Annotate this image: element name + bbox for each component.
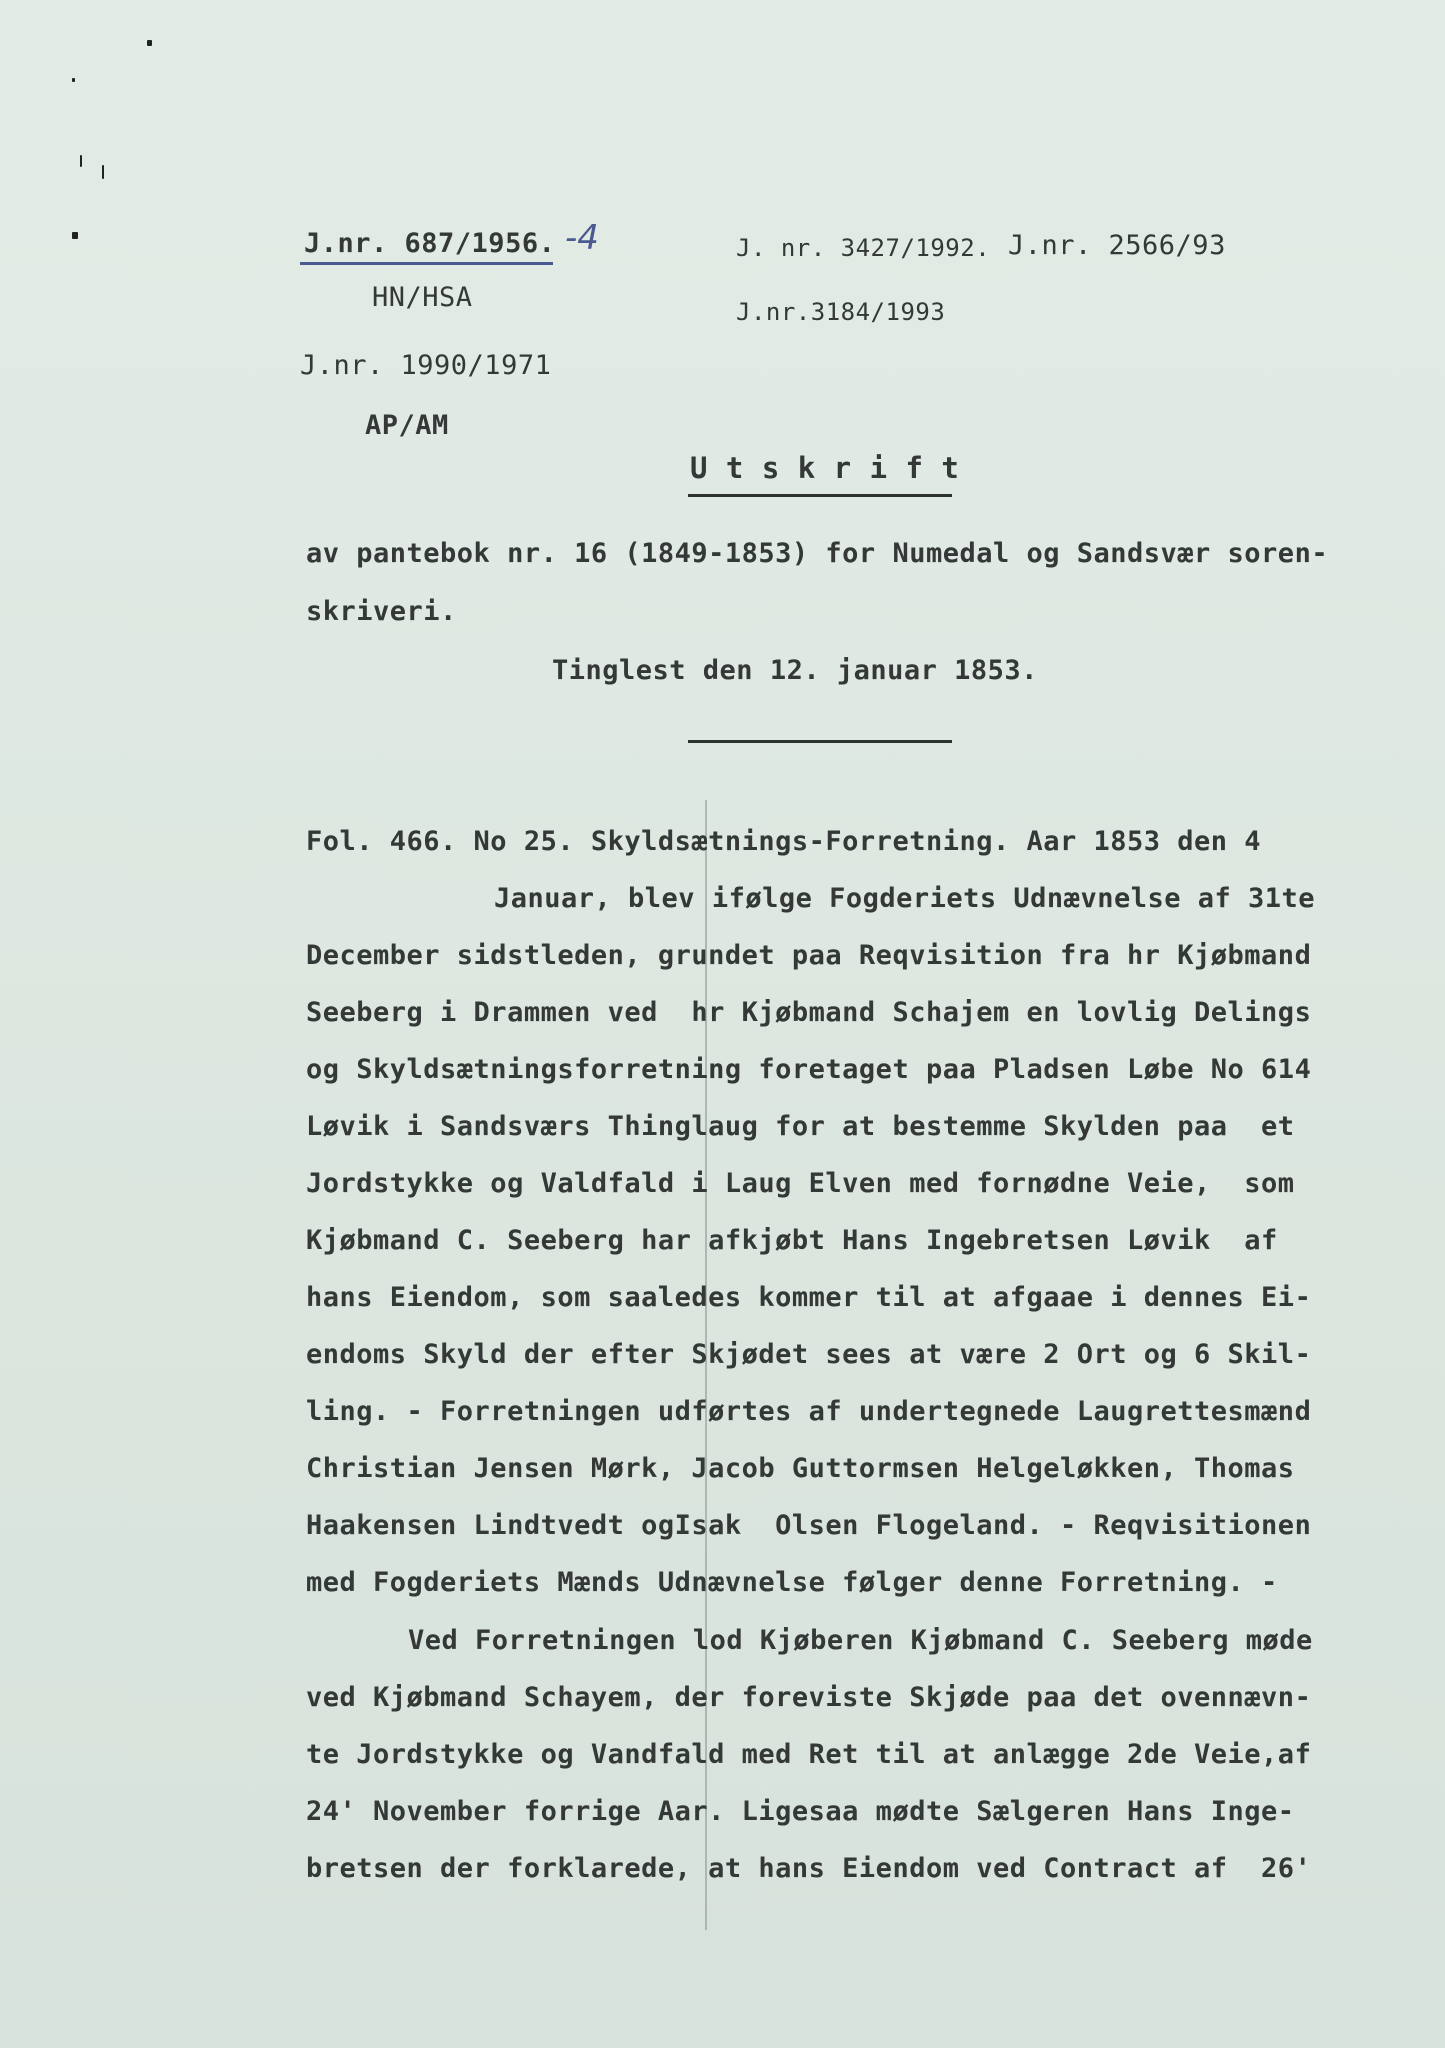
body-line: med Fogderiets Mænds Udnævnelse følger denne Forretning. - xyxy=(306,1567,1278,1598)
body-line: Haakensen Lindtvedt ogIsak Olsen Flogeland. - Reqvisitionen xyxy=(306,1510,1312,1541)
body-line: Kjøbmand C. Seeberg har afkjøbt Hans Ingebretsen Løvik af xyxy=(306,1225,1278,1256)
body-line: Ved Forretningen lod Kjøberen Kjøbmand C. Seeberg møde xyxy=(408,1625,1313,1656)
intro-line: av pantebok nr. 16 (1849-1853) for Numedal og Sandsvær soren- xyxy=(306,538,1329,569)
jnr-1956-handwritten: -4 xyxy=(565,218,599,258)
body-line: Løvik i Sandsværs Thinglaug for at bestemme Skylden paa et xyxy=(306,1111,1295,1142)
body-line: Christian Jensen Mørk, Jacob Guttormsen Helgeløkken, Thomas xyxy=(306,1453,1295,1484)
body-line: ved Kjøbmand Schayem, der foreviste Skjøde paa det ovennævn- xyxy=(306,1682,1312,1713)
body-line: te Jordstykke og Vandfald med Ret til at anlægge 2de Veie,af xyxy=(306,1739,1312,1770)
body-line: Jordstykke og Valdfald i Laug Elven med fornødne Veie, som xyxy=(306,1168,1295,1199)
intro-line: skriveri. xyxy=(306,596,457,627)
body-line: og Skyldsætningsforretning foretaget paa Pladsen Løbe No 614 xyxy=(306,1054,1312,1085)
body-line: hans Eiendom, som saaledes kommer til at afgaae i dennes Ei- xyxy=(306,1282,1312,1313)
jnr-1993: J.nr. 2566/93 xyxy=(1008,230,1226,261)
body-line: 24' November forrige Aar. Ligesaa mødte Sælgeren Hans Inge- xyxy=(306,1796,1295,1827)
jnr-1971: J.nr. 1990/1971 xyxy=(300,350,552,381)
jnr-1992: J. nr. 3427/1992. xyxy=(736,234,991,262)
jnr-1956: J.nr. 687/1956. xyxy=(304,228,556,259)
body-line: December sidstleden, grundet paa Reqvisition fra hr Kjøbmand xyxy=(306,940,1312,971)
margin-mark xyxy=(102,165,104,179)
page-title: U t s k r i f t xyxy=(690,451,960,485)
initials-hn: HN/HSA xyxy=(372,282,473,313)
body-line: Seeberg i Drammen ved hr Kjøbmand Schajem en lovlig Delings xyxy=(306,997,1312,1028)
body-line: Fol. 466. No 25. Skyldsætnings-Forretning. Aar 1853 den 4 xyxy=(306,826,1262,857)
section-divider xyxy=(688,740,952,743)
initials-ap: AP/AM xyxy=(365,410,449,441)
body-line: endoms Skyld der efter Skjødet sees at være 2 Ort og 6 Skil- xyxy=(306,1339,1312,1370)
recording-date: Tinglest den 12. januar 1853. xyxy=(552,655,1038,686)
body-line: Januar, blev ifølge Fogderiets Udnævnelse af 31te xyxy=(494,883,1316,914)
margin-mark xyxy=(72,78,75,82)
body-line: bretsen der forklarede, at hans Eiendom ved Contract af 26' xyxy=(306,1853,1312,1884)
margin-mark xyxy=(147,40,152,46)
jnr-underline xyxy=(300,262,553,265)
title-underline xyxy=(688,494,952,497)
margin-mark xyxy=(80,155,82,167)
jnr-3184: J.nr.3184/1993 xyxy=(736,298,946,326)
margin-mark xyxy=(72,232,78,239)
body-line: ling. - Forretningen udførtes af undertegnede Laugrettesmænd xyxy=(306,1396,1312,1427)
